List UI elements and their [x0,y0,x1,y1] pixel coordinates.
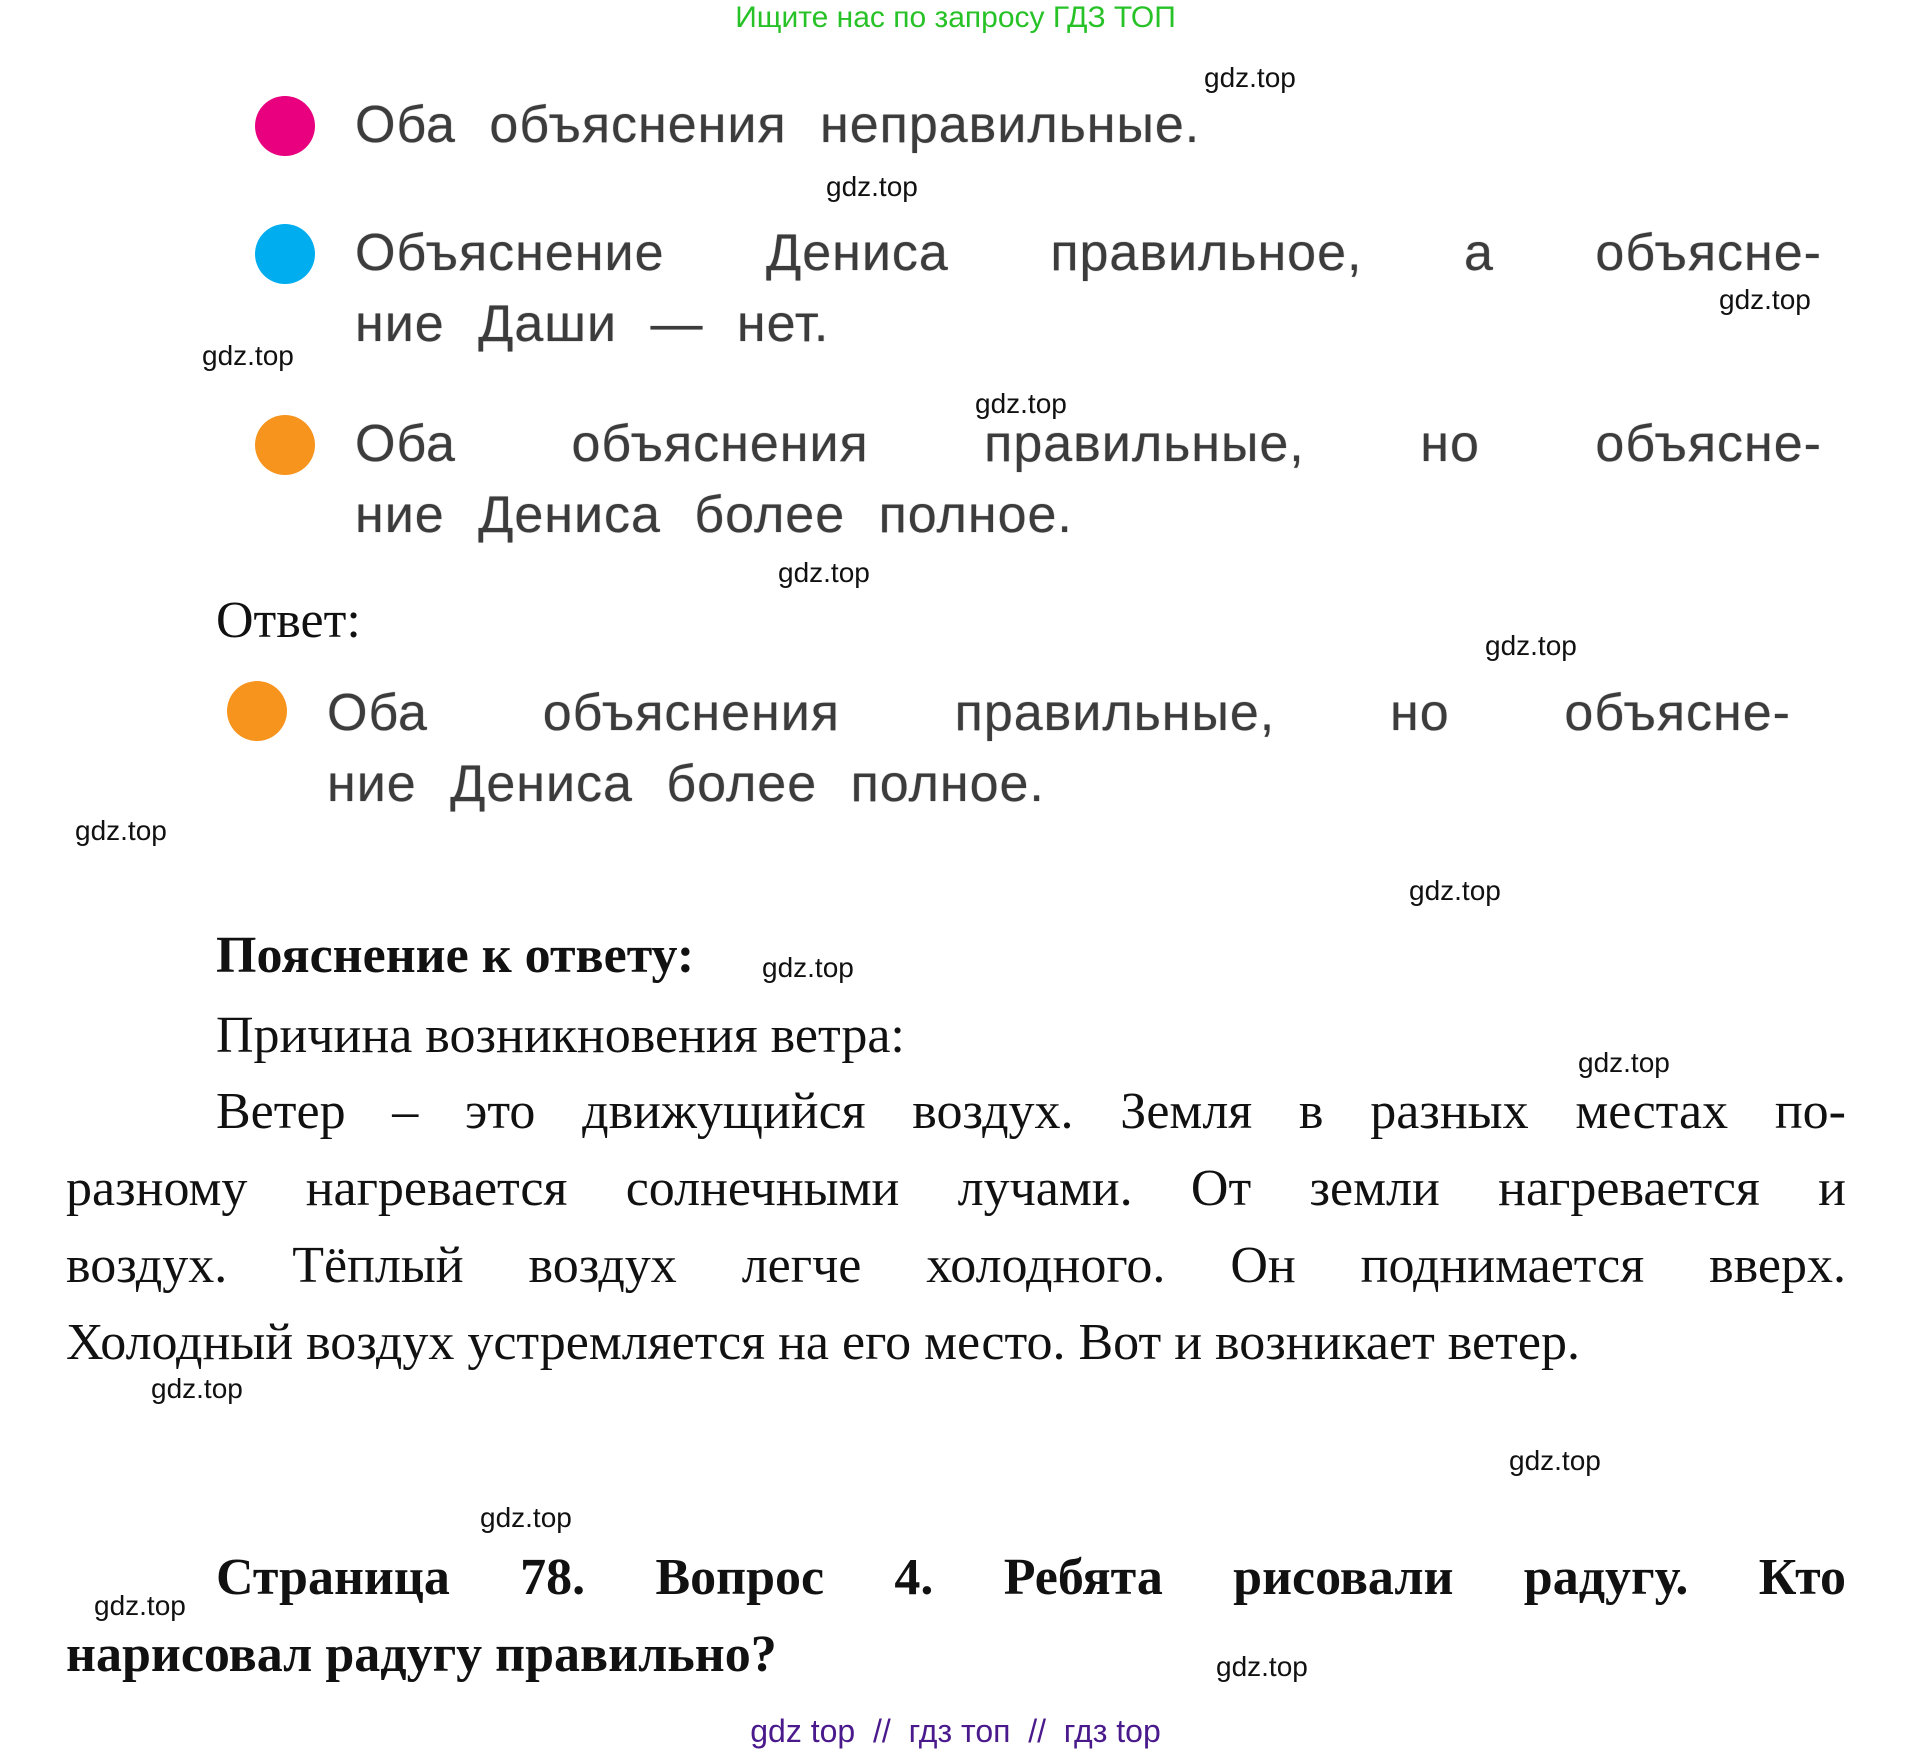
option-1-bullet-icon [255,96,315,156]
answer-line: Оба объяснения правильные, но объясне- [327,684,1791,742]
answer-label: Ответ: [216,592,361,649]
answer-bullet-icon [227,681,287,741]
watermark: gdz.top [826,171,918,202]
option-2-line: Объяснение Дениса правильное, а объясне- [355,224,1822,282]
explanation-heading: Пояснение к ответу: [216,927,695,984]
watermark: gdz.top [1204,62,1296,93]
explanation-subheading: Причина возникновения ветра: [216,1007,905,1064]
option-1-text [355,90,1200,161]
search-banner: Ищите нас по запросу ГДЗ ТОП [735,1,1176,34]
question-line: нарисовал радугу правильно? [66,1626,777,1683]
footer-links: gdz top // гдз топ // гдз top [750,1713,1161,1749]
option-3-bullet-icon [255,415,315,475]
paragraph-line: Ветер – это движущийся воздух. Земля в разных местах по- [216,1083,1846,1140]
watermark: gdz.top [202,340,294,371]
question-line: Страница 78. Вопрос 4. Ребята рисовали радугу. Кто [216,1549,1846,1606]
option-3-line: ние Дениса более полное. [355,486,1073,544]
option-3-text [355,409,1822,551]
option-2-line: ние Даши — нет. [355,295,830,353]
paragraph-line: Холодный воздух устремляется на его место. Вот и возникает ветер. [66,1314,1580,1371]
option-2-bullet-icon [255,224,315,284]
paragraph-line: воздух. Тёплый воздух легче холодного. Он поднимается вверх. [66,1237,1846,1294]
watermark: gdz.top [778,557,870,588]
watermark: gdz.top [94,1590,186,1621]
explanation-paragraph [66,1073,1846,1381]
watermark: gdz.top [1509,1445,1601,1476]
option-3-line: Оба объяснения правильные, но объясне- [355,415,1822,473]
watermark: gdz.top [975,388,1067,419]
watermark: gdz.top [1485,630,1577,661]
paragraph-line: разному нагревается солнечными лучами. От земли нагревается и [66,1160,1846,1217]
answer-text [327,678,1791,820]
option-2-text [355,218,1822,360]
watermark: gdz.top [1578,1047,1670,1078]
watermark: gdz.top [1409,875,1501,906]
watermark: gdz.top [762,952,854,983]
watermark: gdz.top [75,815,167,846]
option-1-line: Оба объяснения неправильные. [355,96,1201,154]
watermark: gdz.top [1216,1651,1308,1682]
next-question [66,1539,1846,1693]
watermark: gdz.top [151,1373,243,1404]
watermark: gdz.top [1719,284,1811,315]
watermark: gdz.top [480,1502,572,1533]
answer-line: ние Дениса более полное. [327,755,1045,813]
